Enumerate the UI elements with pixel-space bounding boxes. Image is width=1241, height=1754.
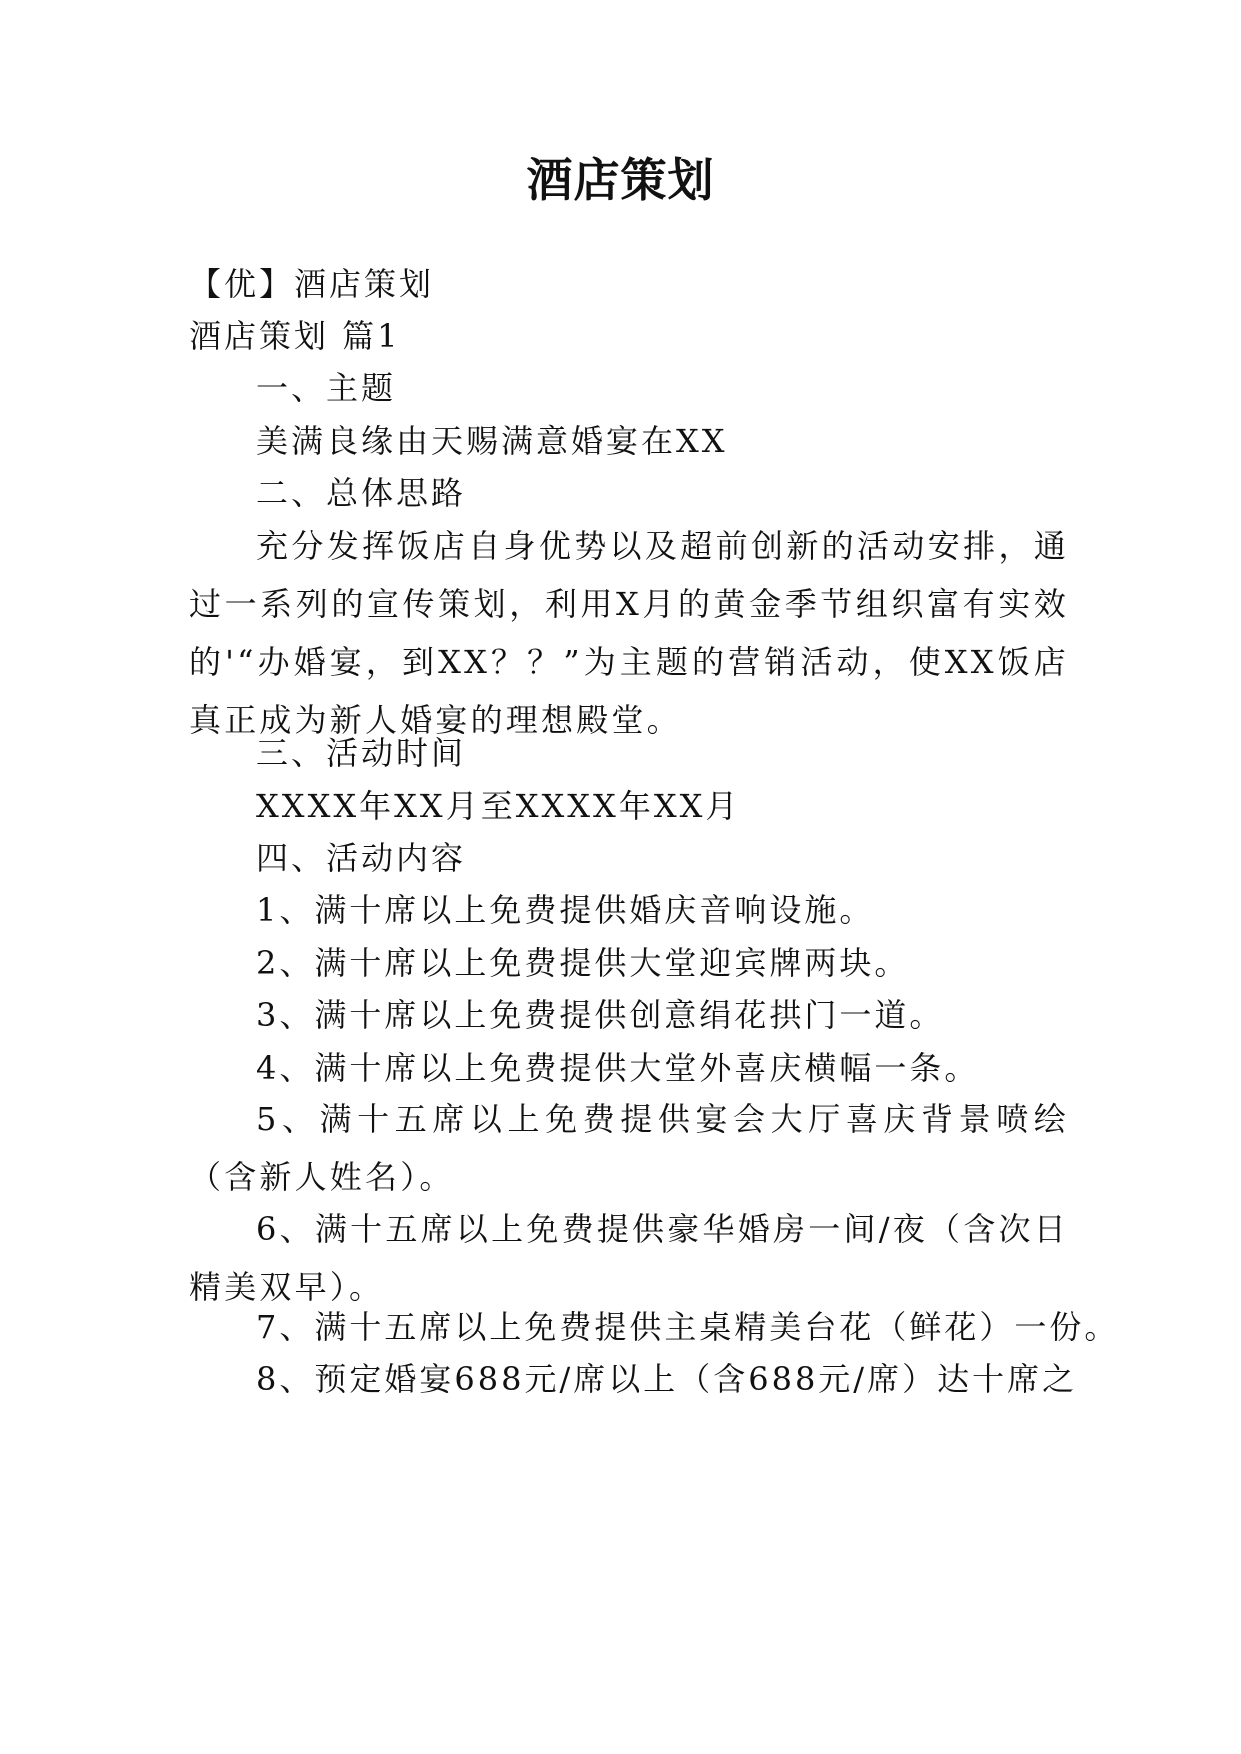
list-item: 2、满十席以上免费提供大堂迎宾牌两块。: [256, 944, 910, 982]
activity-time-text: XXXX年XX月至XXXX年XX月: [256, 787, 741, 825]
section-heading-activity-content: 四、活动内容: [256, 839, 467, 877]
section-heading-theme: 一、主题: [256, 369, 397, 407]
article-heading: 酒店策划 篇1: [189, 317, 401, 355]
list-item: 1、满十席以上免费提供婚庆音响设施。: [256, 891, 875, 929]
list-item: 8、预定婚宴688元/席以上（含688元/席）达十席之: [256, 1360, 1078, 1398]
document-subtitle: 【优】酒店策划: [189, 265, 435, 303]
document-title: 酒店策划: [526, 153, 715, 207]
overall-idea-paragraph: 充分发挥饭店自身优势以及超前创新的活动安排，通过一系列的宣传策划，利用X月的黄金季节组织富有实效的'“办婚宴，到XX？？”为主题的营销活动，使XX饭店真正成为新人婚宴的理想殿堂。: [189, 527, 1069, 739]
list-item: 5、满十五席以上免费提供宴会大厅喜庆背景喷绘（含新人姓名）。: [189, 1100, 1069, 1196]
list-item: 3、满十席以上免费提供创意绢花拱门一道。: [256, 996, 945, 1034]
theme-text: 美满良缘由天赐满意婚宴在XX: [256, 422, 728, 460]
list-item: 4、满十席以上免费提供大堂外喜庆横幅一条。: [256, 1049, 980, 1087]
section-heading-overall-idea: 二、总体思路: [256, 474, 467, 512]
list-item: 6、满十五席以上免费提供豪华婚房一间/夜（含次日精美双早）。: [189, 1210, 1069, 1306]
list-item: 7、满十五席以上免费提供主桌精美台花（鲜花）一份。: [256, 1308, 1120, 1346]
section-heading-activity-time: 三、活动时间: [256, 734, 467, 772]
